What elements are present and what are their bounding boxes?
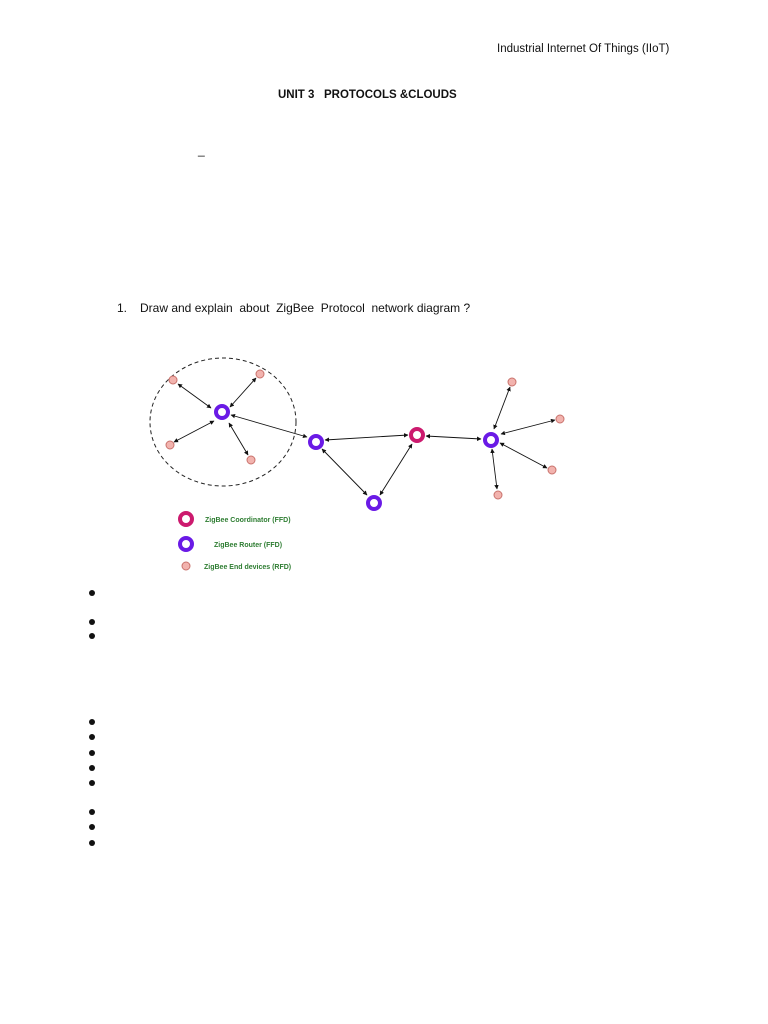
page-header: Industrial Internet Of Things (IIoT) <box>497 43 670 55</box>
link <box>492 449 497 489</box>
legend <box>180 513 291 571</box>
router-node <box>368 497 380 509</box>
empty-bullet <box>89 633 95 639</box>
end-device-node <box>548 466 556 474</box>
end-device-node <box>247 456 255 464</box>
empty-bullet <box>89 840 95 846</box>
router-node <box>485 434 497 446</box>
legend-coordinator-icon <box>180 513 192 525</box>
end-device-node <box>494 491 502 499</box>
end-device-node <box>169 376 177 384</box>
router-node <box>216 406 228 418</box>
empty-bullet <box>89 824 95 830</box>
link <box>426 436 481 439</box>
link <box>231 415 307 437</box>
empty-bullet <box>89 765 95 771</box>
legend-router-icon <box>180 538 192 550</box>
zigbee-network-diagram <box>140 345 580 580</box>
end-device-node <box>556 415 564 423</box>
question-text: Draw and explain about ZigBee Protocol network diagram ? <box>140 301 471 315</box>
link <box>494 387 510 429</box>
link <box>380 444 412 495</box>
legend-end-device-label: ZigBee End devices (RFD) <box>204 564 292 571</box>
empty-bullet <box>89 809 95 815</box>
legend-end-device-icon <box>182 562 190 570</box>
empty-bullet <box>89 734 95 740</box>
link <box>500 443 547 468</box>
empty-bullet <box>89 590 95 596</box>
link <box>230 378 256 407</box>
end-device-node <box>166 441 174 449</box>
question-number: 1. <box>117 301 128 315</box>
link <box>178 384 211 408</box>
empty-bullet <box>89 619 95 625</box>
router-node <box>310 436 322 448</box>
coordinator-node <box>411 429 423 441</box>
end-device-node <box>508 378 516 386</box>
link <box>501 420 555 434</box>
legend-router-label: ZigBee Router (FFD) <box>214 542 283 549</box>
link <box>325 435 408 440</box>
end-device-node <box>256 370 264 378</box>
link <box>229 423 248 455</box>
empty-bullet <box>89 750 95 756</box>
legend-coordinator-label: ZigBee Coordinator (FFD) <box>205 517 291 524</box>
empty-bullet <box>89 780 95 786</box>
link <box>174 421 214 442</box>
unit-title: UNIT 3 PROTOCOLS &CLOUDS <box>278 89 457 101</box>
link <box>322 449 367 495</box>
empty-bullet <box>89 719 95 725</box>
stray-dash: _ <box>198 143 205 157</box>
